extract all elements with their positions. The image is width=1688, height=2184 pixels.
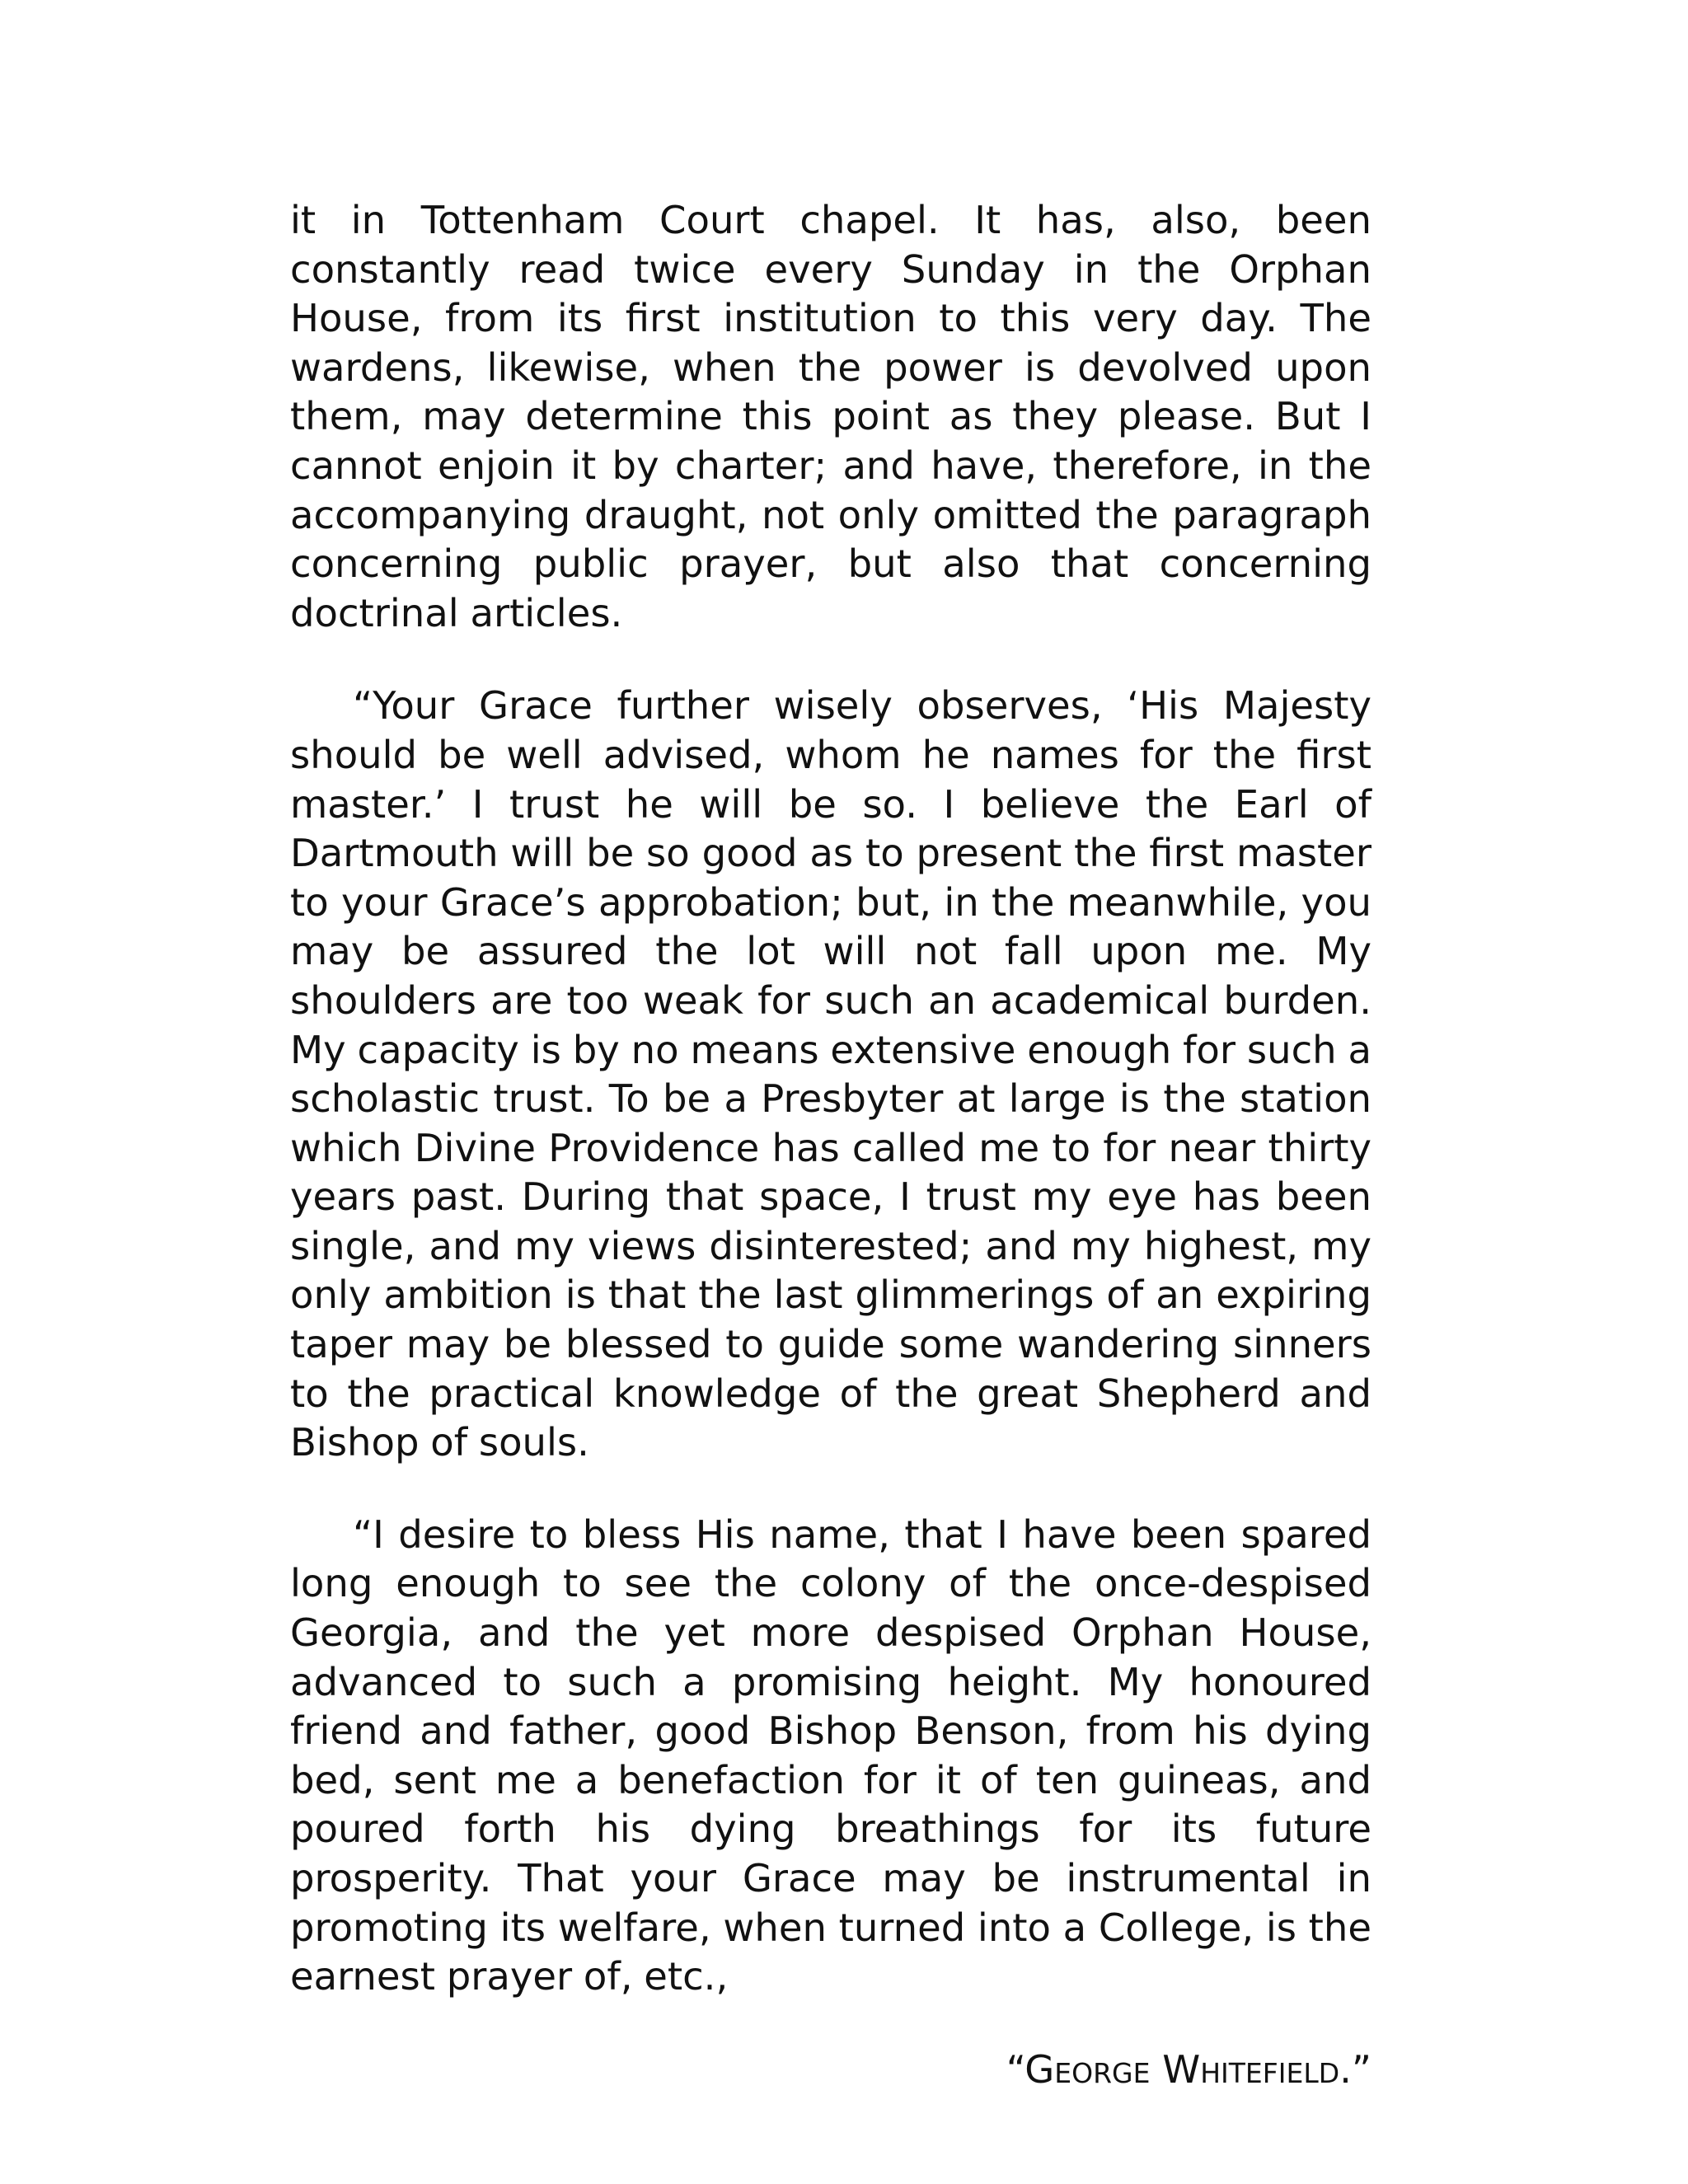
paragraph-orphan-house: “I desire to bless His name, that I have been spared long enough to see the colony of the once-despised Georgia, and the yet more despised Orphan House, advanced to such a promising height. My honoured friend and father, good Bishop Benson, from his dying bed, sent me a benefaction for it of ten guineas, and poured forth his dying breathings for its future prosperity. That your Grace may be instrumental in promoting its welfare, when turned into a College, is the earnest prayer of, etc., bbox=[290, 1511, 1372, 1999]
paragraph-archbishop-reply: “Your Grace further wisely observes, ‘His Majesty should be well advised, whom he names for the first master.’ I trust he will be so. I believe the Earl of Dartmouth will be so good as to present the first master to your Grace’s approbation; but, in the meanwhile, you may be assured the lot will not fall upon me. My shoulders are too weak for such an academical burden. My capacity is by no means extensive enough for such a scholastic trust. To be a Presbyter at large is the station which Divine Providence has called me to for near thirty years past. During that space, I trust my eye has been single, and my views disinterested; and my highest, my only ambition is that the last glimmerings of an expiring taper may be blessed to guide some wandering sinners to the practical knowledge of the great Shepherd and Bishop of souls. bbox=[290, 683, 1372, 1465]
paragraph-continuation: it in Tottenham Court chapel. It has, also, been constantly read twice every Sunday in the Orphan House, from its first institution to this very day. The wardens, likewise, when the power is devolved upon them, may determine this point as they please. But I cannot enjoin it by charter; and have, therefore, in the accompanying draught, not only omitted the paragraph concerning public prayer, but also that concerning doctrinal articles. bbox=[290, 198, 1372, 635]
document-page bbox=[290, 196, 1372, 2094]
signature: “George Whitefield.” bbox=[1006, 2046, 1372, 2092]
